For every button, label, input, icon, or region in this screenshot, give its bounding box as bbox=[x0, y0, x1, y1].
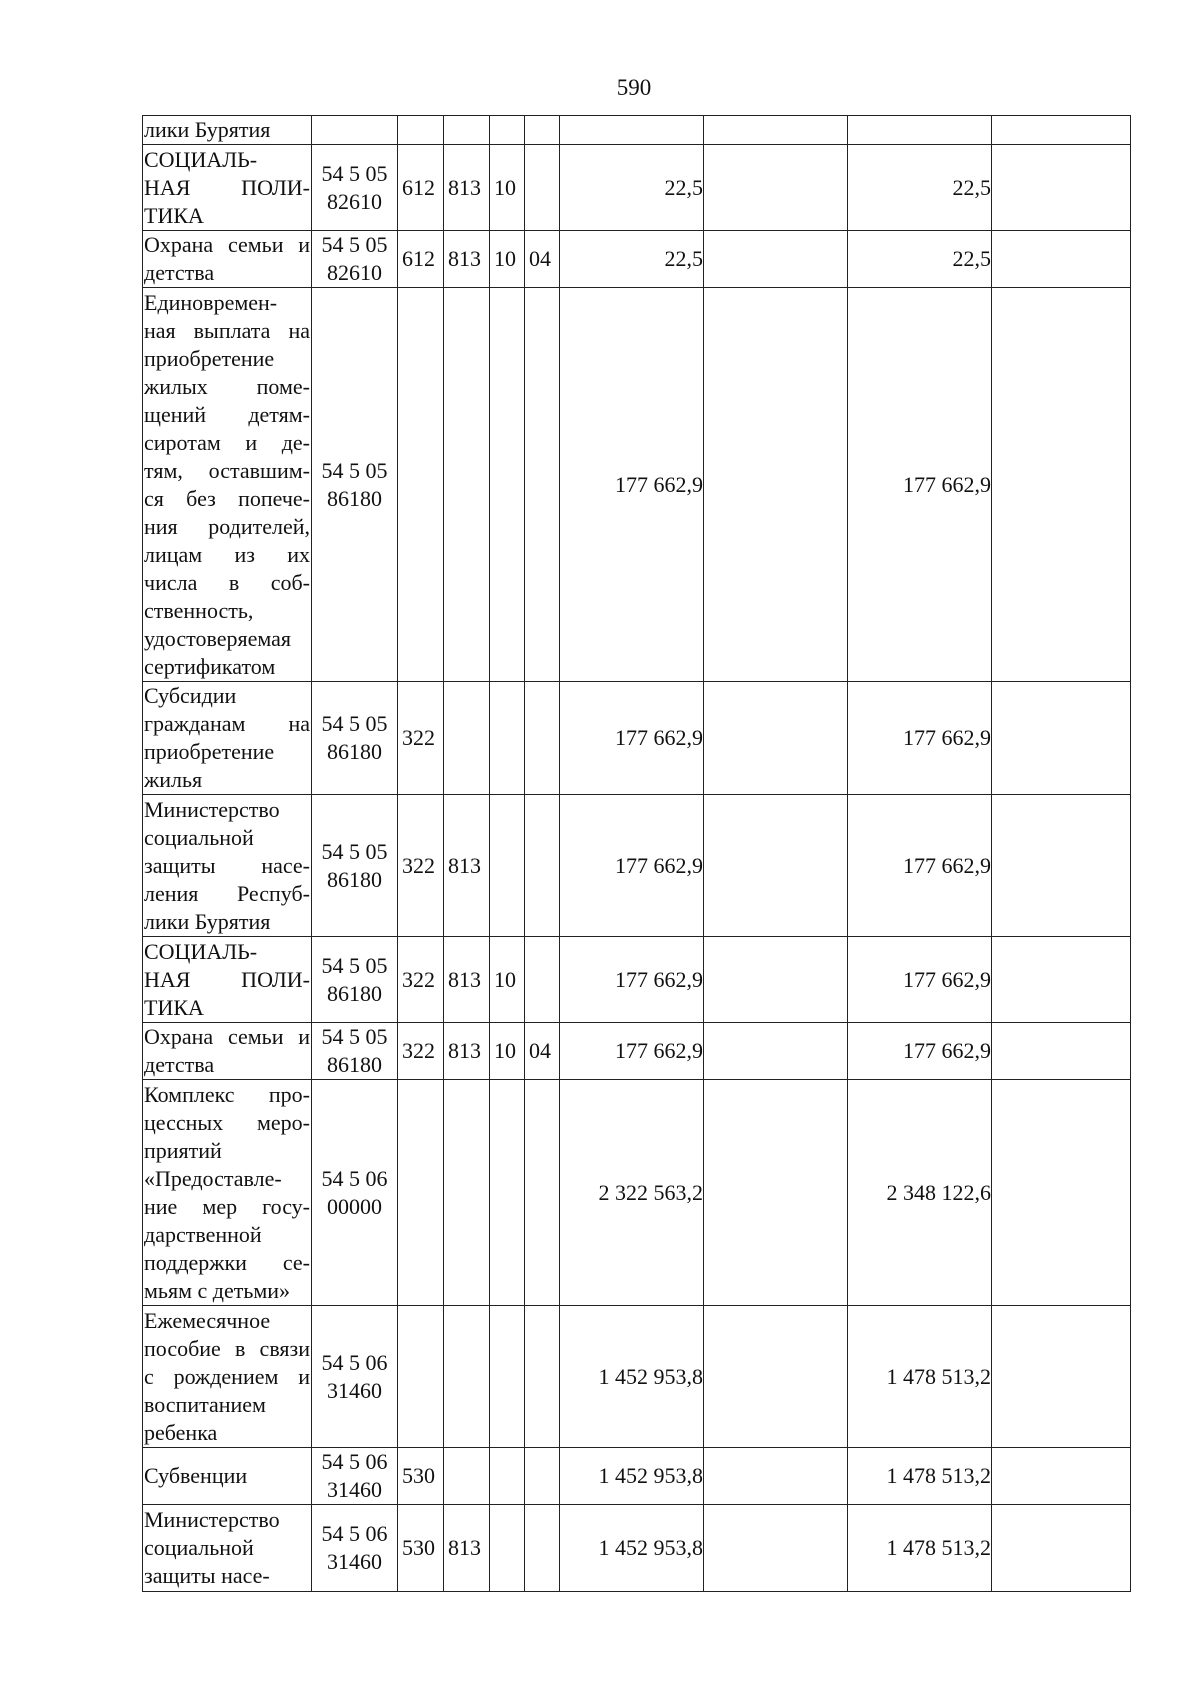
name-line: приятий bbox=[144, 1137, 222, 1163]
row-name-cell bbox=[143, 145, 312, 231]
row-blank1-cell bbox=[704, 288, 848, 682]
row-pr-cell: 04 bbox=[525, 231, 560, 288]
row-sum1-cell: 177 662,9 bbox=[560, 795, 704, 937]
row-vr-cell: 322 bbox=[398, 682, 444, 795]
row-blank2-cell bbox=[992, 1306, 1131, 1448]
row-rz-cell bbox=[490, 1306, 525, 1448]
row-name-cell bbox=[143, 1080, 312, 1306]
row-grbs-cell: 813 bbox=[444, 231, 490, 288]
row-vr-cell: 530 bbox=[398, 1505, 444, 1592]
row-blank1-cell bbox=[704, 116, 848, 145]
row-pr-cell bbox=[525, 1505, 560, 1592]
name-line: с рождением и bbox=[144, 1363, 310, 1389]
row-grbs-cell: 813 bbox=[444, 1023, 490, 1080]
row-rz-cell bbox=[490, 1448, 525, 1505]
csr-line: 82610 bbox=[327, 188, 382, 214]
name-line: ТИКА bbox=[144, 202, 204, 228]
row-sum2-cell: 177 662,9 bbox=[848, 288, 992, 682]
table-row bbox=[143, 937, 1131, 1023]
name-line: жилых поме- bbox=[144, 373, 310, 399]
name-line: удостоверяемая bbox=[144, 625, 292, 651]
name-line: ся без попече- bbox=[144, 485, 310, 511]
name-line: Охрана семьи и bbox=[144, 232, 310, 257]
csr-line: 86180 bbox=[327, 739, 382, 764]
table-row bbox=[143, 1448, 1131, 1505]
row-blank2-cell bbox=[992, 795, 1131, 937]
row-blank1-cell bbox=[704, 1505, 848, 1592]
table-row bbox=[143, 1505, 1131, 1592]
name-line: дарственной bbox=[144, 1221, 262, 1247]
row-sum1-cell: 177 662,9 bbox=[560, 1023, 704, 1080]
row-sum1-cell: 177 662,9 bbox=[560, 288, 704, 682]
name-line: мьям с детьми» bbox=[144, 1277, 291, 1303]
row-csr-cell bbox=[312, 682, 398, 795]
row-csr-cell bbox=[312, 1505, 398, 1592]
csr-line: 54 5 06 bbox=[321, 1449, 388, 1474]
name-line: Министерство bbox=[144, 796, 280, 822]
row-vr-cell bbox=[398, 1306, 444, 1448]
name-line: числа в соб- bbox=[144, 569, 310, 595]
row-sum1-cell: 177 662,9 bbox=[560, 682, 704, 795]
row-csr-cell bbox=[312, 145, 398, 231]
table-row bbox=[143, 1306, 1131, 1448]
row-sum1-cell: 22,5 bbox=[560, 145, 704, 231]
row-vr-cell bbox=[398, 116, 444, 145]
name-line: защиты насе- bbox=[144, 1563, 270, 1588]
row-sum2-cell: 1 478 513,2 bbox=[848, 1306, 992, 1448]
name-line: Субвенции bbox=[144, 1463, 248, 1488]
csr-line: 54 5 06 bbox=[321, 1521, 388, 1546]
name-line: жилья bbox=[144, 767, 203, 792]
row-pr-cell bbox=[525, 1080, 560, 1306]
row-blank2-cell bbox=[992, 145, 1131, 231]
row-rz-cell bbox=[490, 1505, 525, 1592]
row-name-cell bbox=[143, 1023, 312, 1080]
row-name-cell bbox=[143, 1306, 312, 1448]
row-sum1-cell: 22,5 bbox=[560, 231, 704, 288]
row-csr-cell bbox=[312, 231, 398, 288]
name-line: Ежемесячное bbox=[144, 1307, 271, 1333]
name-line: СОЦИАЛЬ- bbox=[144, 938, 258, 964]
table-row bbox=[143, 145, 1131, 231]
name-line: ТИКА bbox=[144, 994, 204, 1020]
row-csr-cell bbox=[312, 937, 398, 1023]
row-grbs-cell bbox=[444, 288, 490, 682]
name-line: Единовремен- bbox=[144, 289, 278, 315]
table-row bbox=[143, 1023, 1131, 1080]
name-line: ления Респуб- bbox=[144, 880, 310, 906]
name-line: приобретение bbox=[144, 739, 275, 764]
row-name-cell bbox=[143, 795, 312, 937]
csr-line: 54 5 05 bbox=[321, 952, 388, 978]
row-pr-cell bbox=[525, 682, 560, 795]
csr-line: 54 5 05 bbox=[321, 838, 388, 864]
csr-line: 86180 bbox=[327, 1052, 382, 1077]
csr-line: 54 5 05 bbox=[321, 160, 388, 186]
name-line: защиты насе- bbox=[144, 852, 310, 878]
name-line: приобретение bbox=[144, 345, 275, 371]
csr-line: 54 5 05 bbox=[321, 232, 388, 257]
row-blank2-cell bbox=[992, 231, 1131, 288]
row-pr-cell bbox=[525, 116, 560, 145]
row-sum2-cell: 2 348 122,6 bbox=[848, 1080, 992, 1306]
table-row bbox=[143, 1080, 1131, 1306]
name-line: воспитанием bbox=[144, 1391, 266, 1417]
name-line: лики Бурятия bbox=[144, 908, 271, 934]
row-sum1-cell: 1 452 953,8 bbox=[560, 1448, 704, 1505]
row-vr-cell: 530 bbox=[398, 1448, 444, 1505]
row-name-cell bbox=[143, 231, 312, 288]
name-line: социальной bbox=[144, 1535, 254, 1560]
row-blank1-cell bbox=[704, 1023, 848, 1080]
row-vr-cell: 322 bbox=[398, 795, 444, 937]
row-blank1-cell bbox=[704, 1448, 848, 1505]
row-blank2-cell bbox=[992, 1448, 1131, 1505]
row-csr-cell bbox=[312, 1448, 398, 1505]
csr-line: 54 5 06 bbox=[321, 1349, 388, 1375]
row-blank2-cell bbox=[992, 1080, 1131, 1306]
row-blank1-cell bbox=[704, 145, 848, 231]
csr-line: 54 5 05 bbox=[321, 711, 388, 736]
csr-line: 00000 bbox=[327, 1193, 382, 1219]
row-sum2-cell: 22,5 bbox=[848, 145, 992, 231]
name-line: тям, оставшим- bbox=[144, 457, 310, 483]
row-vr-cell bbox=[398, 1080, 444, 1306]
row-blank1-cell bbox=[704, 1306, 848, 1448]
name-line: гражданам на bbox=[144, 711, 310, 736]
row-vr-cell: 322 bbox=[398, 1023, 444, 1080]
row-sum2-cell: 1 478 513,2 bbox=[848, 1448, 992, 1505]
csr-line: 54 5 05 bbox=[321, 457, 388, 483]
row-sum2-cell: 177 662,9 bbox=[848, 1023, 992, 1080]
row-rz-cell: 10 bbox=[490, 231, 525, 288]
row-sum2-cell: 177 662,9 bbox=[848, 937, 992, 1023]
csr-line: 82610 bbox=[327, 260, 382, 285]
row-rz-cell bbox=[490, 1080, 525, 1306]
csr-line: 54 5 06 bbox=[321, 1165, 388, 1191]
row-vr-cell: 612 bbox=[398, 231, 444, 288]
row-name-cell bbox=[143, 937, 312, 1023]
name-line: поддержки се- bbox=[144, 1249, 310, 1275]
name-line: сиротам и де- bbox=[144, 429, 310, 455]
name-line: Комплекс про- bbox=[144, 1081, 310, 1107]
name-line: сертификатом bbox=[144, 653, 276, 679]
row-csr-cell bbox=[312, 116, 398, 145]
csr-line: 31460 bbox=[327, 1549, 382, 1574]
row-blank1-cell bbox=[704, 795, 848, 937]
csr-line: 54 5 05 bbox=[321, 1024, 388, 1049]
row-sum1-cell: 1 452 953,8 bbox=[560, 1306, 704, 1448]
row-rz-cell bbox=[490, 288, 525, 682]
row-pr-cell bbox=[525, 145, 560, 231]
table-row bbox=[143, 288, 1131, 682]
row-blank1-cell bbox=[704, 231, 848, 288]
row-blank2-cell bbox=[992, 682, 1131, 795]
row-name-cell bbox=[143, 116, 312, 145]
name-line: детства bbox=[144, 260, 215, 285]
row-name-cell bbox=[143, 288, 312, 682]
name-line: лики Бурятия bbox=[144, 117, 271, 142]
table-row bbox=[143, 682, 1131, 795]
row-pr-cell bbox=[525, 1306, 560, 1448]
table-row bbox=[143, 231, 1131, 288]
row-grbs-cell bbox=[444, 682, 490, 795]
row-sum2-cell: 22,5 bbox=[848, 231, 992, 288]
name-line: детства bbox=[144, 1052, 215, 1077]
csr-line: 31460 bbox=[327, 1477, 382, 1502]
name-line: цессных меро- bbox=[144, 1109, 310, 1135]
row-grbs-cell: 813 bbox=[444, 145, 490, 231]
row-pr-cell: 04 bbox=[525, 1023, 560, 1080]
row-blank2-cell bbox=[992, 1023, 1131, 1080]
name-line: лицам из их bbox=[144, 541, 310, 567]
name-line: НАЯ ПОЛИ- bbox=[144, 174, 310, 200]
row-vr-cell bbox=[398, 288, 444, 682]
row-rz-cell bbox=[490, 116, 525, 145]
row-sum2-cell: 177 662,9 bbox=[848, 682, 992, 795]
row-vr-cell: 322 bbox=[398, 937, 444, 1023]
name-line: «Предоставле- bbox=[144, 1165, 282, 1191]
name-line: ная выплата на bbox=[144, 317, 310, 343]
name-line: СОЦИАЛЬ- bbox=[144, 146, 258, 172]
row-pr-cell bbox=[525, 1448, 560, 1505]
name-line: Министерство bbox=[144, 1507, 280, 1532]
name-line: ственность, bbox=[144, 597, 254, 623]
row-pr-cell bbox=[525, 795, 560, 937]
row-csr-cell bbox=[312, 1080, 398, 1306]
row-sum1-cell: 1 452 953,8 bbox=[560, 1505, 704, 1592]
page-number: 590 bbox=[616, 75, 652, 100]
row-csr-cell bbox=[312, 288, 398, 682]
name-line: социальной bbox=[144, 824, 254, 850]
row-sum2-cell bbox=[848, 116, 992, 145]
row-name-cell bbox=[143, 1448, 312, 1505]
row-rz-cell: 10 bbox=[490, 145, 525, 231]
csr-line: 31460 bbox=[327, 1377, 382, 1403]
name-line: ния родителей, bbox=[144, 513, 310, 539]
name-line: пособие в связи bbox=[144, 1335, 310, 1361]
table-row bbox=[143, 116, 1131, 145]
row-rz-cell bbox=[490, 682, 525, 795]
row-pr-cell bbox=[525, 937, 560, 1023]
row-sum1-cell: 177 662,9 bbox=[560, 937, 704, 1023]
row-blank1-cell bbox=[704, 1080, 848, 1306]
row-blank2-cell bbox=[992, 116, 1131, 145]
row-blank1-cell bbox=[704, 937, 848, 1023]
csr-line: 86180 bbox=[327, 485, 382, 511]
name-line: НАЯ ПОЛИ- bbox=[144, 966, 310, 992]
row-csr-cell bbox=[312, 795, 398, 937]
row-grbs-cell: 813 bbox=[444, 1505, 490, 1592]
row-name-cell bbox=[143, 1505, 312, 1592]
row-rz-cell: 10 bbox=[490, 1023, 525, 1080]
row-rz-cell: 10 bbox=[490, 937, 525, 1023]
row-grbs-cell bbox=[444, 1448, 490, 1505]
name-line: ребенка bbox=[144, 1419, 218, 1445]
row-grbs-cell bbox=[444, 1080, 490, 1306]
csr-line: 86180 bbox=[327, 980, 382, 1006]
row-csr-cell bbox=[312, 1306, 398, 1448]
csr-line: 86180 bbox=[327, 866, 382, 892]
table-row bbox=[143, 795, 1131, 937]
row-sum2-cell: 177 662,9 bbox=[848, 795, 992, 937]
row-grbs-cell bbox=[444, 116, 490, 145]
name-line: ние мер госу- bbox=[144, 1193, 310, 1219]
budget-table bbox=[142, 115, 1131, 1592]
name-line: Охрана семьи и bbox=[144, 1024, 310, 1049]
row-sum1-cell bbox=[560, 116, 704, 145]
row-blank1-cell bbox=[704, 682, 848, 795]
row-grbs-cell: 813 bbox=[444, 795, 490, 937]
name-line: щений детям- bbox=[144, 401, 310, 427]
row-blank2-cell bbox=[992, 288, 1131, 682]
row-csr-cell bbox=[312, 1023, 398, 1080]
row-grbs-cell bbox=[444, 1306, 490, 1448]
row-rz-cell bbox=[490, 795, 525, 937]
row-name-cell bbox=[143, 682, 312, 795]
row-pr-cell bbox=[525, 288, 560, 682]
name-line: Субсидии bbox=[144, 683, 237, 708]
row-blank2-cell bbox=[992, 1505, 1131, 1592]
row-sum2-cell: 1 478 513,2 bbox=[848, 1505, 992, 1592]
row-sum1-cell: 2 322 563,2 bbox=[560, 1080, 704, 1306]
row-grbs-cell: 813 bbox=[444, 937, 490, 1023]
row-blank2-cell bbox=[992, 937, 1131, 1023]
row-vr-cell: 612 bbox=[398, 145, 444, 231]
